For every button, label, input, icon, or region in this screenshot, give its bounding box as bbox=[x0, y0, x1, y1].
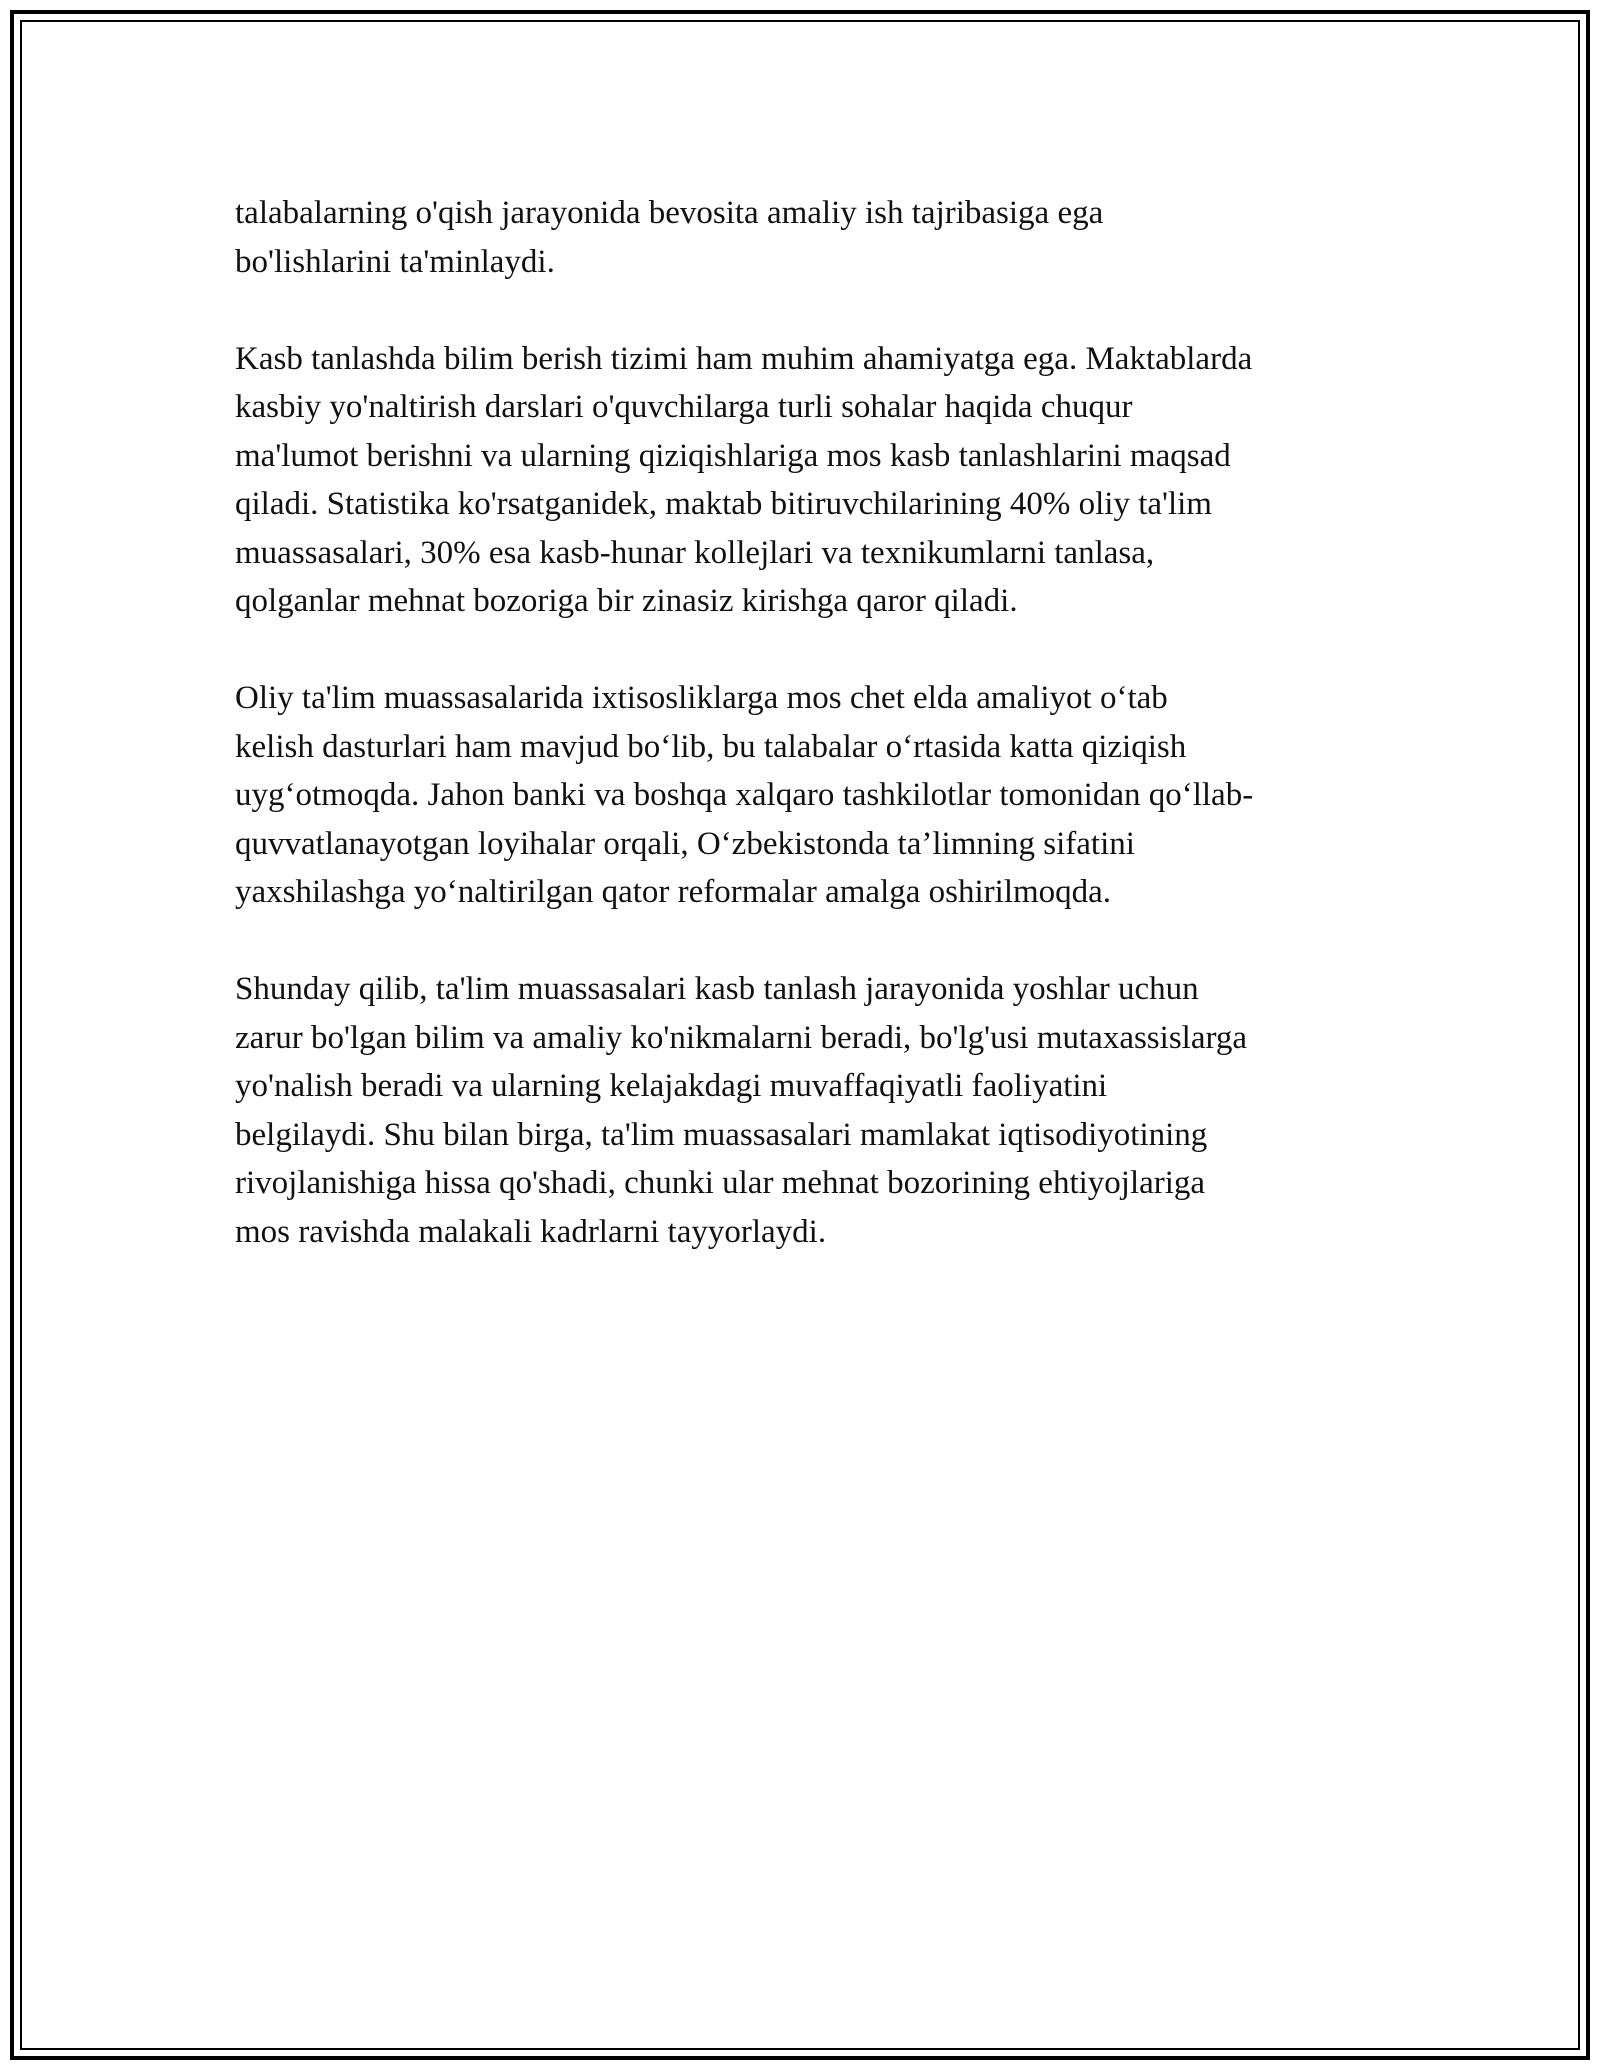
text-line: quvvatlanayotgan loyihalar orqali, O‘zbekistonda ta’limning sifatini bbox=[235, 825, 1135, 862]
text-line: yaxshilashga yo‘naltirilgan qator reformalar amalga oshirilmoqda. bbox=[235, 874, 1112, 910]
text-line: qiladi. Statistika ko'rsatganidek, maktab bitiruvchilarining 40% oliy ta'lim bbox=[235, 486, 1212, 522]
text-line: Kasb tanlashda bilim berish tizimi ham muhim ahamiyatga ega. Maktablarda bbox=[235, 340, 1253, 377]
paragraph-2 bbox=[235, 335, 1375, 626]
text-line: mos ravishda malakali kadrlarni tayyorlaydi. bbox=[235, 1213, 827, 1250]
paragraph-4 bbox=[235, 965, 1375, 1256]
text-line: Shunday qilib, ta'lim muassasalari kasb tanlash jarayonida yoshlar uchun bbox=[235, 971, 1199, 1007]
text-line: ma'lumot berishni va ularning qiziqishlariga mos kasb tanlashlarini maqsad bbox=[235, 437, 1231, 474]
text-line: kelish dasturlari ham mavjud bo‘lib, bu talabalar o‘rtasida katta qiziqish bbox=[235, 728, 1187, 765]
text-line: bo'lishlarini ta'minlaydi. bbox=[235, 243, 555, 280]
paragraph-1 bbox=[235, 189, 1375, 286]
text-line: talabalarning o'qish jarayonida bevosita amaliy ish tajribasiga ega bbox=[235, 195, 1104, 231]
text-line: zarur bo'lgan bilim va amaliy ko'nikmalarni beradi, bo'lg'usi mutaxassislarga bbox=[235, 1019, 1248, 1056]
text-line: kasbiy yo'naltirish darslari o'quvchilarga turli sohalar haqida chuqur bbox=[235, 389, 1133, 425]
text-line: muassasalari, 30% esa kasb-hunar kollejlari va texnikumlarni tanlasa, bbox=[235, 534, 1155, 571]
text-line: yo'nalish beradi va ularning kelajakdagi muvaffaqiyatli faoliyatini bbox=[235, 1068, 1108, 1104]
text-line: Oliy ta'lim muassasalarida ixtisosliklarga mos chet elda amaliyot o‘tab bbox=[235, 680, 1168, 716]
text-line: uyg‘otmoqda. Jahon banki va boshqa xalqaro tashkilotlar tomonidan qo‘llab- bbox=[235, 777, 1254, 813]
text-line: qolganlar mehnat bozoriga bir zinasiz kirishga qaror qiladi. bbox=[235, 583, 1018, 619]
paragraph-3 bbox=[235, 674, 1375, 917]
document-body bbox=[235, 189, 1375, 1305]
text-line: belgilaydi. Shu bilan birga, ta'lim muassasalari mamlakat iqtisodiyotining bbox=[235, 1116, 1208, 1153]
text-line: rivojlanishiga hissa qo'shadi, chunki ular mehnat bozorining ehtiyojlariga bbox=[235, 1165, 1206, 1201]
